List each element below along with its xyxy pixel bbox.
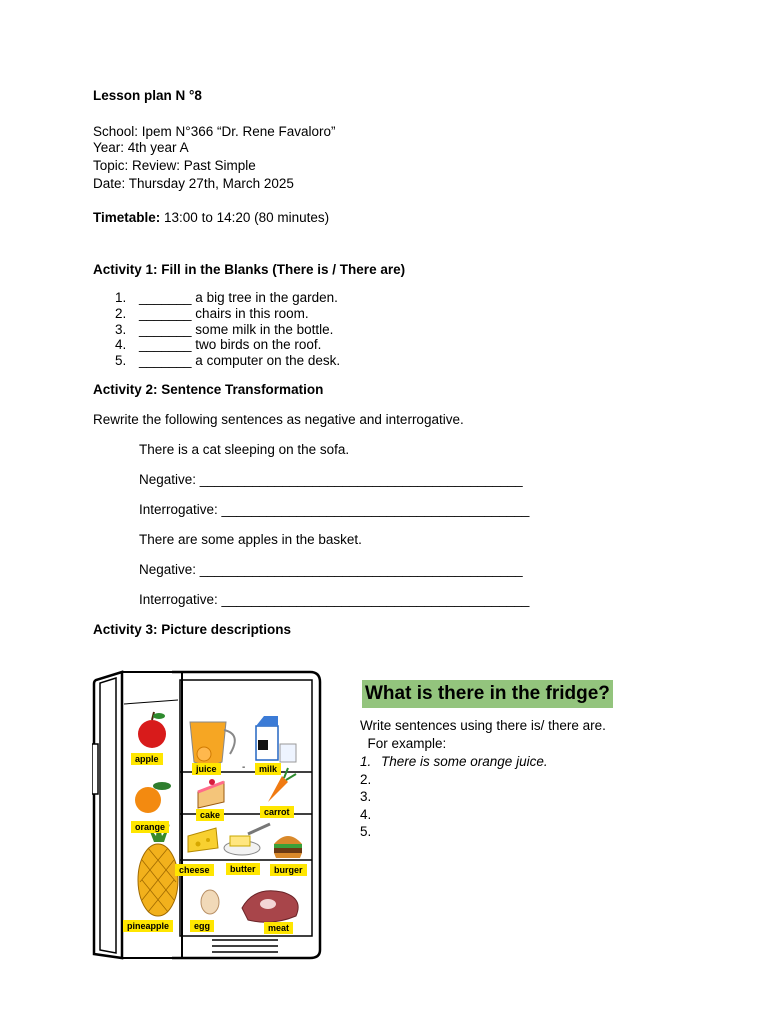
timetable-line <box>93 210 329 226</box>
page-title: Lesson plan N °8 <box>93 88 202 103</box>
list-item <box>115 290 338 306</box>
label-orange: orange <box>131 821 169 833</box>
answer-line[interactable]: 2. <box>360 772 372 787</box>
answer-line[interactable]: 4. <box>360 807 372 822</box>
label-burger: burger <box>270 864 307 876</box>
label-egg: egg <box>190 920 214 932</box>
label-juice: juice <box>192 763 221 775</box>
interrogative-1-field[interactable]: Interrogative: _________________________________________ <box>139 502 530 517</box>
milk-icon <box>256 716 296 762</box>
answer-line[interactable]: 5. <box>360 824 372 839</box>
list-text: _______ a big tree in the garden. <box>139 290 338 305</box>
activity3-instruction: Write sentences using there is/ there are. <box>360 718 606 733</box>
list-number: 5. <box>115 353 127 368</box>
activity2-instruction: Rewrite the following sentences as negative and interrogative. <box>93 412 464 427</box>
label-apple: apple <box>131 753 163 765</box>
sentence-2: There are some apples in the basket. <box>139 532 362 547</box>
label-butter: butter <box>226 863 260 875</box>
list-number: 4. <box>115 337 127 352</box>
list-text: _______ some milk in the bottle. <box>139 322 334 337</box>
fridge-question-heading: What is there in the fridge? <box>362 680 613 708</box>
label-dash: - <box>242 762 246 773</box>
fridge-picture <box>92 664 322 962</box>
topic-line: Topic: Review: Past Simple <box>93 158 256 173</box>
answer-line[interactable]: 3. <box>360 789 372 804</box>
timetable-value: 13:00 to 14:20 (80 minutes) <box>160 210 330 225</box>
example-sentence <box>360 754 548 770</box>
cheese-icon <box>188 828 218 852</box>
school-line: School: Ipem N°366 “Dr. Rene Favaloro” <box>93 124 336 139</box>
example-label: For example: <box>360 736 447 751</box>
sentence-1: There is a cat sleeping on the sofa. <box>139 442 350 457</box>
label-meat: meat <box>264 922 293 934</box>
juice-icon <box>190 722 235 765</box>
egg-icon <box>201 890 219 914</box>
date-line: Date: Thursday 27th, March 2025 <box>93 176 294 191</box>
label-cheese: cheese <box>175 864 214 876</box>
year-line: Year: 4th year A <box>93 140 189 155</box>
list-number: 2. <box>115 306 127 321</box>
label-pineapple: pineapple <box>123 920 173 932</box>
list-number: 1. <box>115 290 127 305</box>
label-cake: cake <box>196 809 224 821</box>
list-text: _______ chairs in this room. <box>139 306 309 321</box>
negative-2-field[interactable]: Negative: ___________________________________________ <box>139 562 523 577</box>
activity1-heading: Activity 1: Fill in the Blanks (There is / There are) <box>93 262 406 277</box>
list-item <box>115 322 333 338</box>
meat-icon <box>242 891 298 923</box>
interrogative-2-field[interactable]: Interrogative: _________________________________________ <box>139 592 530 607</box>
negative-1-field[interactable]: Negative: ___________________________________________ <box>139 472 523 487</box>
label-carrot: carrot <box>260 806 294 818</box>
pineapple-icon <box>138 820 178 916</box>
orange-icon <box>135 782 171 813</box>
apple-icon <box>138 712 166 748</box>
label-milk: milk <box>255 763 281 775</box>
cake-icon <box>198 779 224 808</box>
activity2-heading: Activity 2: Sentence Transformation <box>93 382 324 397</box>
list-item <box>115 353 340 369</box>
activity3-heading: Activity 3: Picture descriptions <box>93 622 292 637</box>
list-text: _______ two birds on the roof. <box>139 337 322 352</box>
burger-icon <box>274 836 302 858</box>
example-text: There is some orange juice. <box>381 754 548 769</box>
example-number: 1. <box>360 754 372 769</box>
butter-icon <box>224 824 270 855</box>
list-number: 3. <box>115 322 127 337</box>
timetable-label: Timetable: <box>93 210 161 225</box>
list-text: _______ a computer on the desk. <box>139 353 341 368</box>
list-item <box>115 306 309 322</box>
list-item <box>115 337 321 353</box>
